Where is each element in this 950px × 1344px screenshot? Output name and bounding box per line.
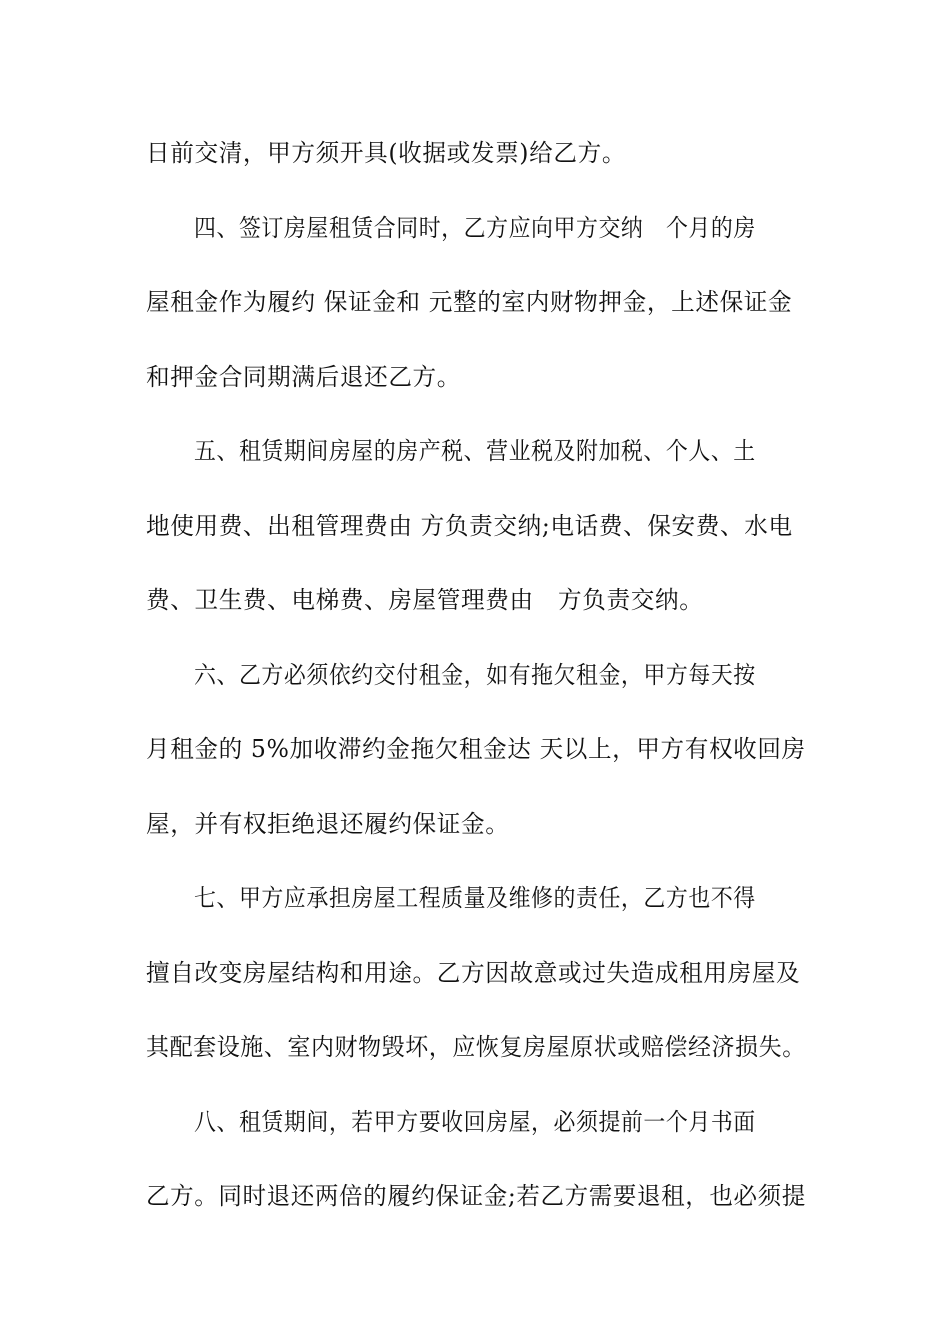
clause-7-line-3: 其配套设施、室内财物毁坏，应恢复房屋原状或赔偿经济损失。 bbox=[146, 1033, 806, 1061]
clause-6-line-3: 屋，并有权拒绝退还履约保证金。 bbox=[146, 810, 510, 838]
clause-6-line-1: 六、乙方必须依约交付租金，如有拖欠租金，甲方每天按 bbox=[194, 661, 756, 689]
text-line-1: 日前交清，甲方须开具(收据或发票)给乙方。 bbox=[146, 139, 627, 167]
clause-8-line-2: 乙方。同时退还两倍的履约保证金;若乙方需要退租，也必须提 bbox=[146, 1182, 806, 1210]
clause-4-line-2: 屋租金作为履约 保证金和 元整的室内财物押金，上述保证金 bbox=[146, 288, 793, 316]
clause-5-line-2: 地使用费、出租管理费由 方负责交纳;电话费、保安费、水电 bbox=[146, 512, 793, 540]
clause-5-line-1: 五、租赁期间房屋的房产税、营业税及附加税、个人、土 bbox=[194, 437, 756, 465]
clause-7-line-1: 七、甲方应承担房屋工程质量及维修的责任，乙方也不得 bbox=[194, 884, 756, 912]
clause-6-line-2: 月租金的 5%加收滞约金拖欠租金达 天以上，甲方有权收回房 bbox=[146, 735, 806, 763]
clause-4-line-3: 和押金合同期满后退还乙方。 bbox=[146, 363, 462, 391]
clause-7-line-2: 擅自改变房屋结构和用途。乙方因故意或过失造成租用房屋及 bbox=[146, 959, 801, 987]
clause-5-line-3: 费、卫生费、电梯费、房屋管理费由 方负责交纳。 bbox=[146, 586, 704, 614]
clause-8-line-1: 八、租赁期间，若甲方要收回房屋，必须提前一个月书面 bbox=[194, 1108, 756, 1136]
clause-4-line-1: 四、签订房屋租赁合同时，乙方应向甲方交纳 个月的房 bbox=[194, 214, 756, 242]
